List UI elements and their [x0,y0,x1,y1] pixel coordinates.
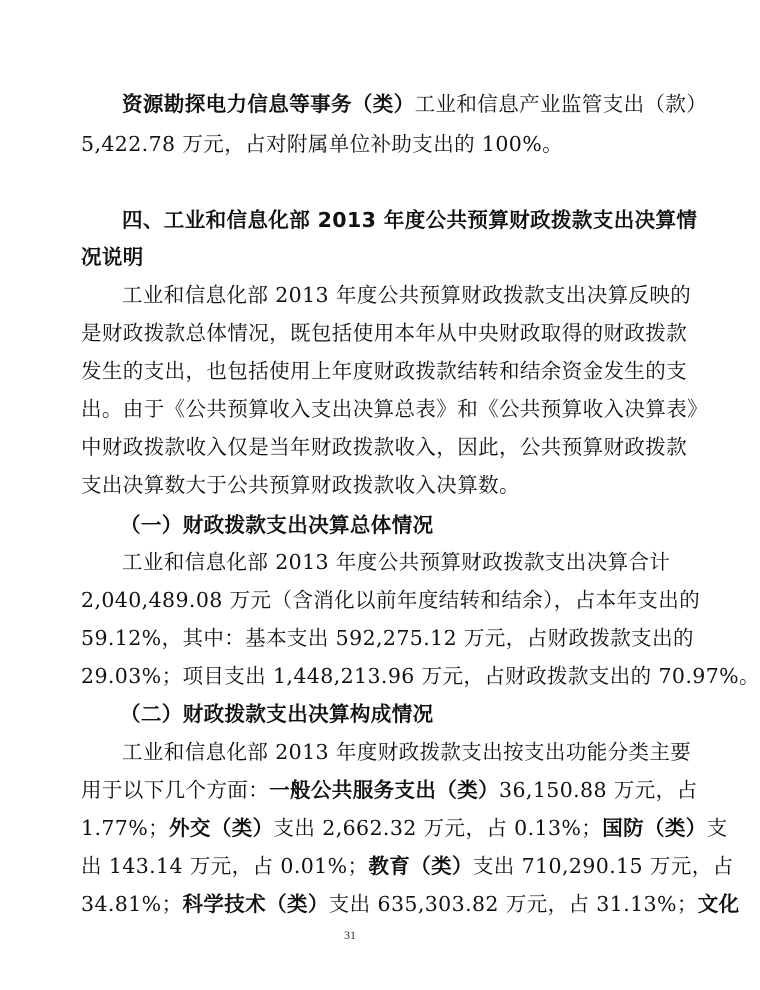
category-label: 外交（类） [169,816,274,840]
section-body-line: 中财政拨款收入仅是当年财政拨款收入，因此，公共预算财政拨款 [81,435,688,459]
section-body-line: 是财政拨款总体情况，既包括使用本年从中央财政取得的财政拨款 [81,321,688,345]
line-text: 1.77%； [81,816,170,840]
line-text: 出 143.14 万元，占 0.01%； [81,854,369,878]
subsection-two-line [81,846,734,886]
subsection-two-line: 工业和信息化部 2013 年度财政拨款支出按支出功能分类主要 [122,740,692,764]
line-text: 支出 710,290.15 万元，占 [472,854,734,878]
category-label: 文化 [697,892,740,916]
section-heading-line-1: 四、工业和信息化部 2013 年度公共预算财政拨款支出决算情 [122,208,698,232]
subsection-two-line [81,808,728,848]
section-heading-line-2: 况说明 [81,245,144,269]
line-text: 支 [706,816,728,840]
paragraph-top-line-2: 5,422.78 万元，占对附属单位补助支出的 100%。 [81,132,564,156]
line-text: 支出 2,662.32 万元，占 0.13%； [273,816,603,840]
subsection-one-line: 工业和信息化部 2013 年度公共预算财政拨款支出决算合计 [122,550,671,574]
line-text: 用于以下几个方面： [81,778,270,802]
category-label: 一般公共服务支出（类） [269,778,500,802]
line-text: 36,150.88 万元，占 [499,778,698,802]
subsection-two-line [81,770,698,810]
category-label: 资源勘探电力信息等事务（类） [122,92,415,116]
subsection-one-line: 59.12%，其中：基本支出 592,275.12 万元，占财政拨款支出的 [81,626,694,650]
paragraph-text: 工业和信息产业监管支出（款） [414,92,708,116]
category-label: 教育（类） [368,854,473,878]
subsection-one-line: 2,040,489.08 万元（含消化以前年度结转和结余），占本年支出的 [81,588,701,612]
page-number: 31 [344,928,356,942]
subsection-heading-1: （一）财政拨款支出决算总体情况 [120,513,434,537]
subsection-one-line: 29.03%；项目支出 1,448,213.96 万元，占财政拨款支出的 70.97%。 [81,664,760,688]
line-text: 34.81%； [81,892,183,916]
section-body-line: 出。由于《公共预算收入支出决算总表》和《公共预算收入决算表》 [81,397,708,421]
line-text: 支出 635,303.82 万元，占 31.13%； [328,892,698,916]
subsection-two-line [81,884,740,924]
section-body-line: 工业和信息化部 2013 年度公共预算财政拨款支出决算反映的 [122,283,692,307]
section-body-line: 发生的支出，也包括使用上年度财政拨款结转和结余资金发生的支 [81,359,688,383]
subsection-heading-2: （二）财政拨款支出决算构成情况 [120,702,434,726]
category-label: 国防（类） [602,816,707,840]
category-label: 科学技术（类） [182,892,329,916]
paragraph-top-line-1 [122,84,708,124]
section-body-line: 支出决算数大于公共预算财政拨款收入决算数。 [81,473,520,497]
